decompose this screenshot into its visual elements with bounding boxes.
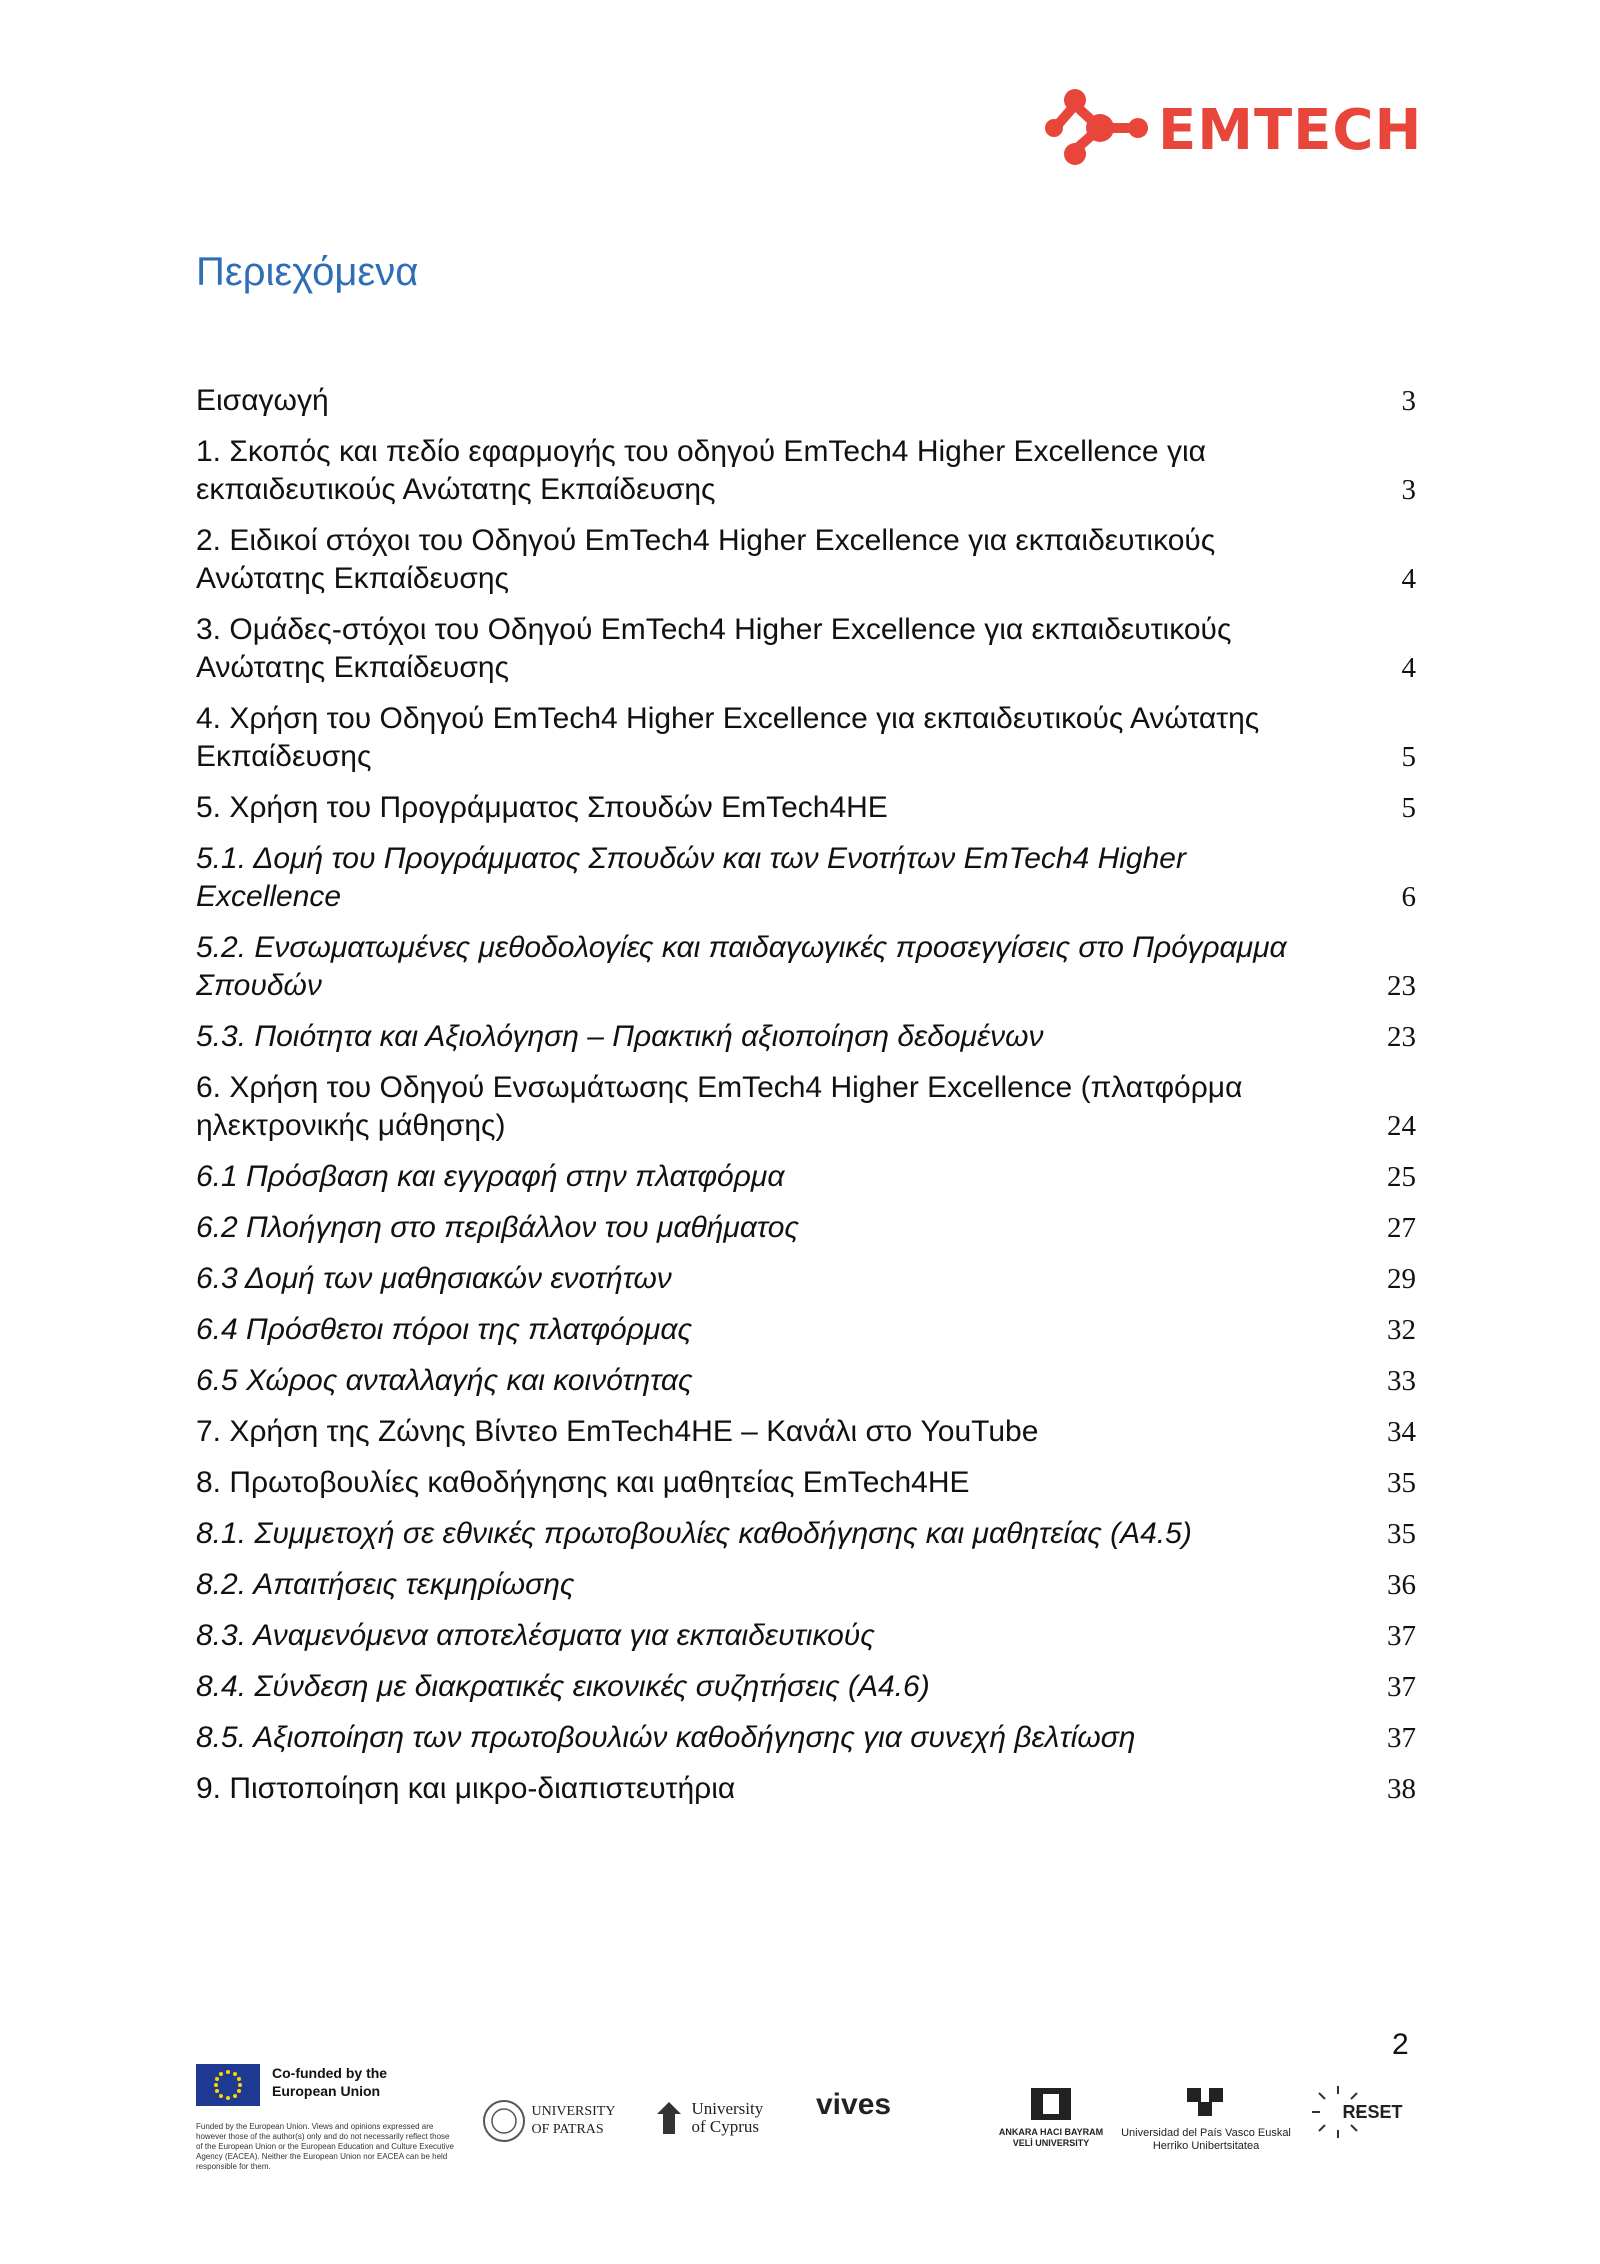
toc-entry[interactable] <box>196 1515 1416 1553</box>
toc-entry-page: 3 <box>1401 474 1416 506</box>
toc-entry-title: 5.2. Ενσωματωμένες μεθοδολογίες και παιδαγωγικές προσεγγίσεις στο Πρόγραμμα Σπουδών <box>196 931 1287 1002</box>
page-number: 2 <box>1392 2028 1409 2061</box>
toc-entry-title: Εισαγωγή <box>196 384 329 417</box>
toc-entry-page: 27 <box>1387 1212 1416 1244</box>
toc-entry[interactable] <box>196 1311 1416 1349</box>
toc-entry-title: 8.1. Συμμετοχή σε εθνικές πρωτοβουλίες καθοδήγησης και μαθητείας (A4.5) <box>196 1517 1192 1550</box>
brand-name: EMTECH <box>1158 98 1423 163</box>
toc-entry-page: 35 <box>1387 1518 1416 1550</box>
toc-entry-page: 4 <box>1401 652 1416 684</box>
toc-entry-title: 5. Χρήση του Προγράμματος Σπουδών EmTech4HE <box>196 791 888 824</box>
toc-entry[interactable] <box>196 1668 1416 1706</box>
toc-entry-page: 29 <box>1387 1263 1416 1295</box>
toc-entry-page: 33 <box>1387 1365 1416 1397</box>
toc-entry-page: 6 <box>1401 881 1416 913</box>
cyprus-emblem-icon <box>651 2098 687 2138</box>
toc-entry[interactable] <box>196 522 1416 598</box>
toc-entry-page: 38 <box>1387 1773 1416 1805</box>
partner-cyprus-logo <box>651 2098 781 2138</box>
toc-entry-page: 34 <box>1387 1416 1416 1448</box>
toc-entry-page: 32 <box>1387 1314 1416 1346</box>
partner-reset-logo <box>1308 2082 1402 2142</box>
toc-entry-page: 23 <box>1387 1021 1416 1053</box>
toc-entry[interactable] <box>196 1209 1416 1247</box>
toc-entry-title: 8. Πρωτοβουλίες καθοδήγησης και μαθητείας EmTech4HE <box>196 1466 970 1499</box>
toc-entry-page: 37 <box>1387 1722 1416 1754</box>
footer <box>196 2060 1426 2180</box>
toc-entry-title: 9. Πιστοποίηση και μικρο-διαπιστευτήρια <box>196 1772 736 1805</box>
toc-entry[interactable] <box>196 611 1416 687</box>
toc-entry[interactable] <box>196 1566 1416 1604</box>
toc-entry-page: 4 <box>1401 563 1416 595</box>
toc-entry[interactable] <box>196 1362 1416 1400</box>
upv-emblem-icon <box>1181 2084 1231 2122</box>
toc-entry-title: 6. Χρήση του Οδηγού Ενσωμάτωσης EmTech4 Higher Excellence (πλατφόρμα ηλεκτρονικής μάθησης) <box>196 1071 1243 1142</box>
toc-entry-title: 6.3 Δομή των μαθησιακών ενοτήτων <box>196 1262 672 1295</box>
toc-entry-page: 24 <box>1387 1110 1416 1142</box>
partner-patras-label: UNIVERSITY OF PATRAS <box>531 2104 615 2137</box>
toc-entry-title: 8.4. Σύνδεση με διακρατικές εικονικές συζητήσεις (A4.6) <box>196 1670 930 1703</box>
toc-entry-title: 5.1. Δομή του Προγράμματος Σπουδών και των Ενοτήτων EmTech4 Higher Excellence <box>196 842 1186 913</box>
toc-entry-page: 25 <box>1387 1161 1416 1193</box>
partner-vives-logo <box>816 2088 892 2121</box>
partner-reset-label: RESET <box>1342 2102 1403 2122</box>
toc-entry-page: 37 <box>1387 1620 1416 1652</box>
eu-cofunded-label: Co-funded by the European Union <box>272 2065 388 2099</box>
toc-entry[interactable] <box>196 1158 1416 1196</box>
toc-entry-page: 5 <box>1401 741 1416 773</box>
partner-hbv-logo <box>996 2086 1106 2149</box>
toc-entry-page: 37 <box>1387 1671 1416 1703</box>
toc-entry[interactable] <box>196 1069 1416 1145</box>
eu-flag-icon <box>196 2064 260 2106</box>
toc-entry-page: 5 <box>1401 792 1416 824</box>
toc-entry[interactable] <box>196 789 1416 827</box>
toc-title: Περιεχόμενα <box>196 250 419 294</box>
toc-entry[interactable] <box>196 1617 1416 1655</box>
toc-entry-title: 6.2 Πλοήγηση στο περιβάλλον του μαθήματος <box>196 1211 800 1244</box>
partner-upv-logo <box>1116 2084 1296 2153</box>
toc-entry[interactable] <box>196 840 1416 916</box>
toc-entry-title: 2. Ειδικοί στόχοι του Οδηγού EmTech4 Higher Excellence για εκπαιδευτικούς Ανώτατης Εκπαίδευσης <box>196 524 1216 595</box>
partner-cyprus-label: University of Cyprus <box>691 2099 764 2136</box>
partner-vives-label: vives <box>816 2088 892 2121</box>
toc-entry-title: 5.3. Ποιότητα και Αξιολόγηση – Πρακτική αξιοποίηση δεδομένων <box>196 1020 1044 1053</box>
toc-entry[interactable] <box>196 382 1416 420</box>
partner-patras-logo <box>481 2098 631 2144</box>
toc-entry-title: 8.2. Απαιτήσεις τεκμηρίωσης <box>196 1568 575 1601</box>
toc-entry-title: 8.5. Αξιοποίηση των πρωτοβουλιών καθοδήγησης για συνεχή βελτίωση <box>196 1721 1136 1754</box>
toc-entry[interactable] <box>196 929 1416 1005</box>
toc-entry-title: 4. Χρήση του Οδηγού EmTech4 Higher Excellence για εκπαιδευτικούς Ανώτατης Εκπαίδευσης <box>196 702 1260 773</box>
toc-entry-page: 23 <box>1387 970 1416 1002</box>
funding-disclaimer: Funded by the European Union. Views and opinions expressed are however those of the author(s) only and do not necessarily reflect those of the European Union or the European Education and Culture Executive Agency (EACEA). Neither the European Union nor EACEA can be held responsible for them. <box>196 2122 454 2171</box>
toc-entry-title: 1. Σκοπός και πεδίο εφαρμογής του οδηγού EmTech4 Higher Excellence για εκπαιδευτικούς Ανώτατης Εκπαίδευσης <box>196 435 1206 506</box>
toc-entry[interactable] <box>196 1413 1416 1451</box>
partner-hbv-label: ANKARA HACI BAYRAM VELİ UNIVERSITY <box>998 2127 1104 2148</box>
toc-entry[interactable] <box>196 1464 1416 1502</box>
toc-entry[interactable] <box>196 1260 1416 1298</box>
toc-entry-page: 3 <box>1401 385 1416 417</box>
toc-entry-title: 8.3. Αναμενόμενα αποτελέσματα για εκπαιδευτικούς <box>196 1619 875 1652</box>
toc-entry-page: 36 <box>1387 1569 1416 1601</box>
toc-entry[interactable] <box>196 433 1416 509</box>
toc-entry-page: 35 <box>1387 1467 1416 1499</box>
toc-entry[interactable] <box>196 1018 1416 1056</box>
toc-entry-title: 7. Χρήση της Ζώνης Βίντεο EmTech4HE – Κανάλι στο YouTube <box>196 1415 1039 1448</box>
toc-entry-title: 6.5 Χώρος ανταλλαγής και κοινότητας <box>196 1364 693 1397</box>
table-of-contents <box>196 382 1416 1821</box>
emtech-molecule-icon <box>1040 70 1150 180</box>
toc-entry-title: 3. Ομάδες-στόχοι του Οδηγού EmTech4 Higher Excellence για εκπαιδευτικούς Ανώτατης Εκπαίδευσης <box>196 613 1232 684</box>
toc-entry-title: 6.4 Πρόσθετοι πόροι της πλατφόρμας <box>196 1313 693 1346</box>
hbv-mark-icon <box>1029 2086 1073 2122</box>
toc-entry[interactable] <box>196 1770 1416 1808</box>
partner-upv-label: Universidad del País Vasco Euskal Herriko Unibertsitatea <box>1121 2127 1291 2152</box>
toc-entry-title: 6.1 Πρόσβαση και εγγραφή στην πλατφόρμα <box>196 1160 785 1193</box>
patras-seal-icon <box>481 2098 527 2144</box>
toc-entry[interactable] <box>196 1719 1416 1757</box>
toc-entry[interactable] <box>196 700 1416 776</box>
